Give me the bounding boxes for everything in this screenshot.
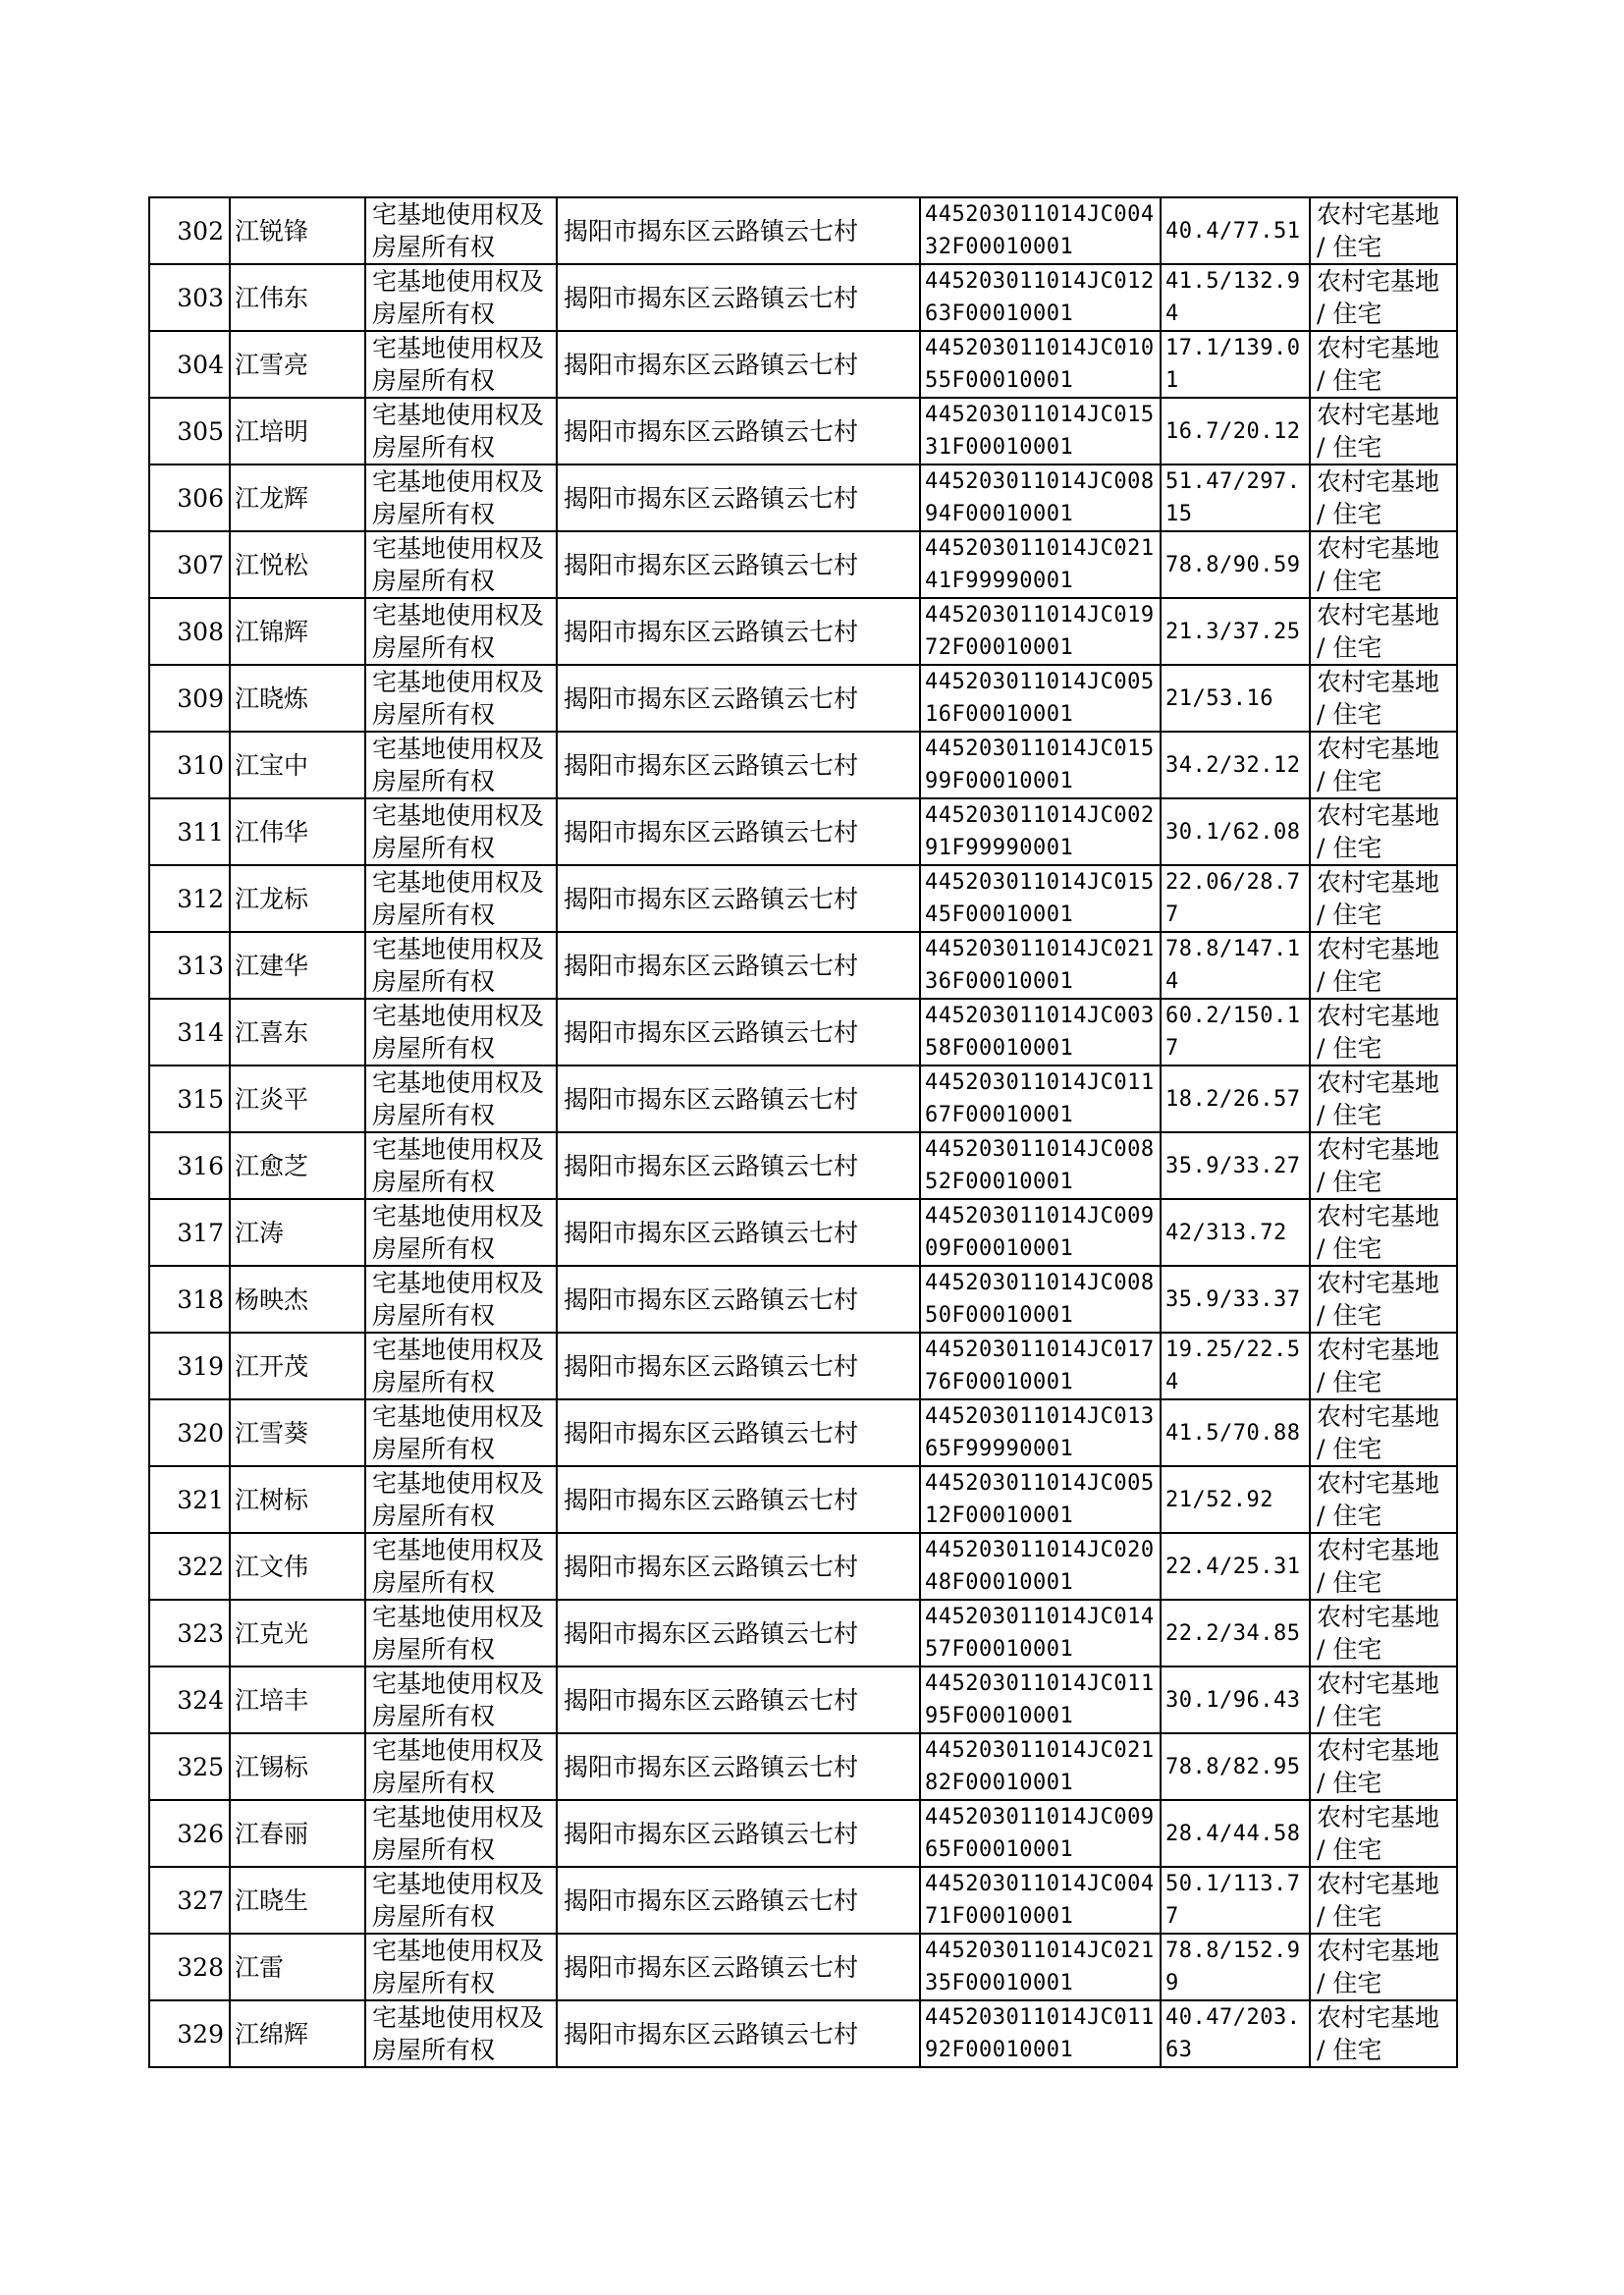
area-value: 78.8/82.95	[1161, 1733, 1310, 1800]
area-value: 35.9/33.27	[1161, 1132, 1310, 1199]
land-use: 农村宅基地 / 住宅	[1310, 865, 1457, 932]
row-number: 322	[149, 1533, 230, 1600]
owner-name: 杨映杰	[230, 1266, 365, 1333]
unit-code: 445203011014JC01192F00010001	[920, 2000, 1161, 2067]
right-type: 宅基地使用权及房屋所有权	[365, 264, 557, 331]
land-use: 农村宅基地 / 住宅	[1310, 999, 1457, 1066]
owner-name: 江雪葵	[230, 1399, 365, 1466]
table-row	[149, 665, 1457, 732]
right-type: 宅基地使用权及房屋所有权	[365, 665, 557, 732]
land-use: 农村宅基地 / 住宅	[1310, 1934, 1457, 2000]
table-row	[149, 464, 1457, 531]
property-location: 揭阳市揭东区云路镇云七村	[557, 932, 920, 999]
table-row	[149, 1333, 1457, 1399]
right-type: 宅基地使用权及房屋所有权	[365, 798, 557, 865]
right-type: 宅基地使用权及房屋所有权	[365, 1466, 557, 1533]
table-row	[149, 2000, 1457, 2067]
registration-table	[148, 196, 1458, 2068]
area-value: 21/52.92	[1161, 1466, 1310, 1533]
row-number: 302	[149, 197, 230, 264]
area-value: 40.4/77.51	[1161, 197, 1310, 264]
unit-code: 445203011014JC01195F00010001	[920, 1667, 1161, 1733]
owner-name: 江涛	[230, 1199, 365, 1266]
property-location: 揭阳市揭东区云路镇云七村	[557, 1800, 920, 1867]
right-type: 宅基地使用权及房屋所有权	[365, 1733, 557, 1800]
unit-code: 445203011014JC01972F00010001	[920, 598, 1161, 665]
property-location: 揭阳市揭东区云路镇云七村	[557, 1199, 920, 1266]
right-type: 宅基地使用权及房屋所有权	[365, 1199, 557, 1266]
owner-name: 江雪亮	[230, 331, 365, 398]
owner-name: 江宝中	[230, 732, 365, 798]
land-use: 农村宅基地 / 住宅	[1310, 2000, 1457, 2067]
area-value: 41.5/132.94	[1161, 264, 1310, 331]
area-value: 40.47/203.63	[1161, 2000, 1310, 2067]
owner-name: 江龙辉	[230, 464, 365, 531]
right-type: 宅基地使用权及房屋所有权	[365, 1867, 557, 1934]
unit-code: 445203011014JC01263F00010001	[920, 264, 1161, 331]
property-location: 揭阳市揭东区云路镇云七村	[557, 1533, 920, 1600]
row-number: 324	[149, 1667, 230, 1733]
owner-name: 江绵辉	[230, 2000, 365, 2067]
table-row	[149, 331, 1457, 398]
table-row	[149, 999, 1457, 1066]
table-row	[149, 1066, 1457, 1132]
unit-code: 445203011014JC00512F00010001	[920, 1466, 1161, 1533]
owner-name: 江文伟	[230, 1533, 365, 1600]
right-type: 宅基地使用权及房屋所有权	[365, 1333, 557, 1399]
row-number: 312	[149, 865, 230, 932]
property-location: 揭阳市揭东区云路镇云七村	[557, 1867, 920, 1934]
right-type: 宅基地使用权及房屋所有权	[365, 464, 557, 531]
unit-code: 445203011014JC00965F00010001	[920, 1800, 1161, 1867]
row-number: 305	[149, 398, 230, 464]
row-number: 310	[149, 732, 230, 798]
area-value: 35.9/33.37	[1161, 1266, 1310, 1333]
land-use: 农村宅基地 / 住宅	[1310, 798, 1457, 865]
unit-code: 445203011014JC01365F99990001	[920, 1399, 1161, 1466]
table-row	[149, 1800, 1457, 1867]
row-number: 309	[149, 665, 230, 732]
area-value: 34.2/32.12	[1161, 732, 1310, 798]
table-row	[149, 1399, 1457, 1466]
owner-name: 江培丰	[230, 1667, 365, 1733]
unit-code: 445203011014JC01776F00010001	[920, 1333, 1161, 1399]
row-number: 325	[149, 1733, 230, 1800]
right-type: 宅基地使用权及房屋所有权	[365, 1667, 557, 1733]
table-row	[149, 732, 1457, 798]
unit-code: 445203011014JC00432F00010001	[920, 197, 1161, 264]
unit-code: 445203011014JC01599F00010001	[920, 732, 1161, 798]
unit-code: 445203011014JC02182F00010001	[920, 1733, 1161, 1800]
property-location: 揭阳市揭东区云路镇云七村	[557, 1399, 920, 1466]
land-use: 农村宅基地 / 住宅	[1310, 264, 1457, 331]
row-number: 317	[149, 1199, 230, 1266]
row-number: 318	[149, 1266, 230, 1333]
land-use: 农村宅基地 / 住宅	[1310, 531, 1457, 598]
area-value: 22.06/28.77	[1161, 865, 1310, 932]
area-value: 16.7/20.12	[1161, 398, 1310, 464]
land-use: 农村宅基地 / 住宅	[1310, 1132, 1457, 1199]
table-row	[149, 1934, 1457, 2000]
property-location: 揭阳市揭东区云路镇云七村	[557, 531, 920, 598]
row-number: 303	[149, 264, 230, 331]
row-number: 329	[149, 2000, 230, 2067]
right-type: 宅基地使用权及房屋所有权	[365, 1266, 557, 1333]
unit-code: 445203011014JC02135F00010001	[920, 1934, 1161, 2000]
owner-name: 江伟华	[230, 798, 365, 865]
owner-name: 江雷	[230, 1934, 365, 2000]
land-use: 农村宅基地 / 住宅	[1310, 1733, 1457, 1800]
land-use: 农村宅基地 / 住宅	[1310, 1066, 1457, 1132]
area-value: 21.3/37.25	[1161, 598, 1310, 665]
table-row	[149, 1733, 1457, 1800]
table-row	[149, 197, 1457, 264]
right-type: 宅基地使用权及房屋所有权	[365, 398, 557, 464]
owner-name: 江晓炼	[230, 665, 365, 732]
unit-code: 445203011014JC01457F00010001	[920, 1600, 1161, 1667]
unit-code: 445203011014JC02136F00010001	[920, 932, 1161, 999]
area-value: 60.2/150.17	[1161, 999, 1310, 1066]
unit-code: 445203011014JC01545F00010001	[920, 865, 1161, 932]
property-location: 揭阳市揭东区云路镇云七村	[557, 798, 920, 865]
row-number: 321	[149, 1466, 230, 1533]
row-number: 316	[149, 1132, 230, 1199]
land-use: 农村宅基地 / 住宅	[1310, 1266, 1457, 1333]
land-use: 农村宅基地 / 住宅	[1310, 464, 1457, 531]
table-row	[149, 398, 1457, 464]
property-location: 揭阳市揭东区云路镇云七村	[557, 1266, 920, 1333]
table-row	[149, 1533, 1457, 1600]
table-row	[149, 598, 1457, 665]
unit-code: 445203011014JC01531F00010001	[920, 398, 1161, 464]
owner-name: 江炎平	[230, 1066, 365, 1132]
area-value: 22.2/34.85	[1161, 1600, 1310, 1667]
area-value: 30.1/96.43	[1161, 1667, 1310, 1733]
unit-code: 445203011014JC01055F00010001	[920, 331, 1161, 398]
table-row	[149, 1466, 1457, 1533]
property-location: 揭阳市揭东区云路镇云七村	[557, 1667, 920, 1733]
area-value: 19.25/22.54	[1161, 1333, 1310, 1399]
right-type: 宅基地使用权及房屋所有权	[365, 1600, 557, 1667]
right-type: 宅基地使用权及房屋所有权	[365, 1132, 557, 1199]
right-type: 宅基地使用权及房屋所有权	[365, 1066, 557, 1132]
table-row	[149, 1132, 1457, 1199]
land-use: 农村宅基地 / 住宅	[1310, 598, 1457, 665]
right-type: 宅基地使用权及房屋所有权	[365, 999, 557, 1066]
unit-code: 445203011014JC01167F00010001	[920, 1066, 1161, 1132]
row-number: 304	[149, 331, 230, 398]
unit-code: 445203011014JC00852F00010001	[920, 1132, 1161, 1199]
property-location: 揭阳市揭东区云路镇云七村	[557, 464, 920, 531]
land-use: 农村宅基地 / 住宅	[1310, 1199, 1457, 1266]
area-value: 28.4/44.58	[1161, 1800, 1310, 1867]
land-use: 农村宅基地 / 住宅	[1310, 732, 1457, 798]
property-location: 揭阳市揭东区云路镇云七村	[557, 865, 920, 932]
property-location: 揭阳市揭东区云路镇云七村	[557, 1132, 920, 1199]
right-type: 宅基地使用权及房屋所有权	[365, 1800, 557, 1867]
unit-code: 445203011014JC00516F00010001	[920, 665, 1161, 732]
row-number: 314	[149, 999, 230, 1066]
table-row	[149, 865, 1457, 932]
property-location: 揭阳市揭东区云路镇云七村	[557, 665, 920, 732]
property-location: 揭阳市揭东区云路镇云七村	[557, 264, 920, 331]
unit-code: 445203011014JC00358F00010001	[920, 999, 1161, 1066]
unit-code: 445203011014JC02048F00010001	[920, 1533, 1161, 1600]
property-location: 揭阳市揭东区云路镇云七村	[557, 1600, 920, 1667]
owner-name: 江喜东	[230, 999, 365, 1066]
area-value: 42/313.72	[1161, 1199, 1310, 1266]
table-body	[149, 197, 1457, 2067]
area-value: 41.5/70.88	[1161, 1399, 1310, 1466]
land-use: 农村宅基地 / 住宅	[1310, 1600, 1457, 1667]
land-use: 农村宅基地 / 住宅	[1310, 197, 1457, 264]
owner-name: 江龙标	[230, 865, 365, 932]
table-row	[149, 798, 1457, 865]
owner-name: 江锡标	[230, 1733, 365, 1800]
land-use: 农村宅基地 / 住宅	[1310, 932, 1457, 999]
property-location: 揭阳市揭东区云路镇云七村	[557, 1066, 920, 1132]
land-use: 农村宅基地 / 住宅	[1310, 1667, 1457, 1733]
property-location: 揭阳市揭东区云路镇云七村	[557, 598, 920, 665]
row-number: 306	[149, 464, 230, 531]
property-location: 揭阳市揭东区云路镇云七村	[557, 999, 920, 1066]
land-use: 农村宅基地 / 住宅	[1310, 1466, 1457, 1533]
property-location: 揭阳市揭东区云路镇云七村	[557, 1466, 920, 1533]
table-row	[149, 264, 1457, 331]
table-row	[149, 1266, 1457, 1333]
property-location: 揭阳市揭东区云路镇云七村	[557, 1733, 920, 1800]
row-number: 328	[149, 1934, 230, 2000]
owner-name: 江伟东	[230, 264, 365, 331]
right-type: 宅基地使用权及房屋所有权	[365, 865, 557, 932]
row-number: 327	[149, 1867, 230, 1934]
property-location: 揭阳市揭东区云路镇云七村	[557, 2000, 920, 2067]
land-use: 农村宅基地 / 住宅	[1310, 1800, 1457, 1867]
right-type: 宅基地使用权及房屋所有权	[365, 2000, 557, 2067]
property-location: 揭阳市揭东区云路镇云七村	[557, 398, 920, 464]
owner-name: 江愈芝	[230, 1132, 365, 1199]
owner-name: 江培明	[230, 398, 365, 464]
area-value: 51.47/297.15	[1161, 464, 1310, 531]
row-number: 307	[149, 531, 230, 598]
table-row	[149, 1600, 1457, 1667]
table-row	[149, 1667, 1457, 1733]
land-use: 农村宅基地 / 住宅	[1310, 1333, 1457, 1399]
land-use: 农村宅基地 / 住宅	[1310, 398, 1457, 464]
owner-name: 江锦辉	[230, 598, 365, 665]
area-value: 50.1/113.77	[1161, 1867, 1310, 1934]
row-number: 320	[149, 1399, 230, 1466]
land-use: 农村宅基地 / 住宅	[1310, 665, 1457, 732]
right-type: 宅基地使用权及房屋所有权	[365, 1533, 557, 1600]
area-value: 22.4/25.31	[1161, 1533, 1310, 1600]
right-type: 宅基地使用权及房屋所有权	[365, 197, 557, 264]
area-value: 78.8/147.14	[1161, 932, 1310, 999]
owner-name: 江树标	[230, 1466, 365, 1533]
owner-name: 江建华	[230, 932, 365, 999]
unit-code: 445203011014JC00850F00010001	[920, 1266, 1161, 1333]
unit-code: 445203011014JC00471F00010001	[920, 1867, 1161, 1934]
property-location: 揭阳市揭东区云路镇云七村	[557, 1333, 920, 1399]
table-row	[149, 1199, 1457, 1266]
right-type: 宅基地使用权及房屋所有权	[365, 331, 557, 398]
owner-name: 江悦松	[230, 531, 365, 598]
land-use: 农村宅基地 / 住宅	[1310, 1867, 1457, 1934]
land-use: 农村宅基地 / 住宅	[1310, 331, 1457, 398]
row-number: 313	[149, 932, 230, 999]
area-value: 78.8/152.99	[1161, 1934, 1310, 2000]
owner-name: 江克光	[230, 1600, 365, 1667]
table-row	[149, 932, 1457, 999]
area-value: 78.8/90.59	[1161, 531, 1310, 598]
row-number: 326	[149, 1800, 230, 1867]
right-type: 宅基地使用权及房屋所有权	[365, 932, 557, 999]
land-use: 农村宅基地 / 住宅	[1310, 1399, 1457, 1466]
row-number: 323	[149, 1600, 230, 1667]
unit-code: 445203011014JC00909F00010001	[920, 1199, 1161, 1266]
property-location: 揭阳市揭东区云路镇云七村	[557, 331, 920, 398]
property-location: 揭阳市揭东区云路镇云七村	[557, 1934, 920, 2000]
right-type: 宅基地使用权及房屋所有权	[365, 732, 557, 798]
right-type: 宅基地使用权及房屋所有权	[365, 531, 557, 598]
land-use: 农村宅基地 / 住宅	[1310, 1533, 1457, 1600]
area-value: 21/53.16	[1161, 665, 1310, 732]
owner-name: 江锐锋	[230, 197, 365, 264]
unit-code: 445203011014JC00291F99990001	[920, 798, 1161, 865]
table-row	[149, 531, 1457, 598]
property-location: 揭阳市揭东区云路镇云七村	[557, 197, 920, 264]
row-number: 311	[149, 798, 230, 865]
row-number: 308	[149, 598, 230, 665]
owner-name: 江晓生	[230, 1867, 365, 1934]
property-location: 揭阳市揭东区云路镇云七村	[557, 732, 920, 798]
right-type: 宅基地使用权及房屋所有权	[365, 598, 557, 665]
owner-name: 江开茂	[230, 1333, 365, 1399]
owner-name: 江春丽	[230, 1800, 365, 1867]
unit-code: 445203011014JC00894F00010001	[920, 464, 1161, 531]
right-type: 宅基地使用权及房屋所有权	[365, 1399, 557, 1466]
area-value: 30.1/62.08	[1161, 798, 1310, 865]
row-number: 319	[149, 1333, 230, 1399]
area-value: 17.1/139.01	[1161, 331, 1310, 398]
table-row	[149, 1867, 1457, 1934]
row-number: 315	[149, 1066, 230, 1132]
unit-code: 445203011014JC02141F99990001	[920, 531, 1161, 598]
right-type: 宅基地使用权及房屋所有权	[365, 1934, 557, 2000]
area-value: 18.2/26.57	[1161, 1066, 1310, 1132]
